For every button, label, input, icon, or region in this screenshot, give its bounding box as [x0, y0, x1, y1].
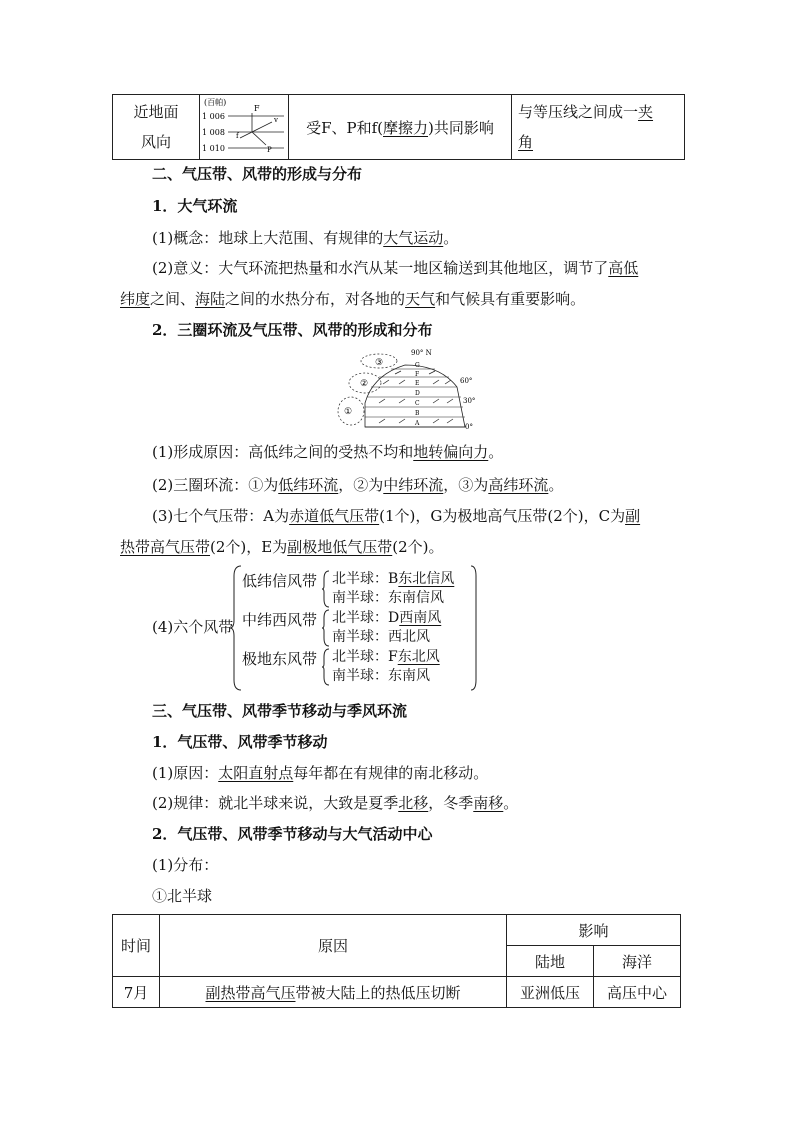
- north-hemisphere-text: [332, 568, 454, 588]
- underlined-term: 副热带高气压: [205, 983, 296, 1002]
- header-impact: 影响: [507, 915, 681, 946]
- underlined-term: 纬度: [120, 290, 151, 308]
- subsection-heading: 1．大气环流: [152, 197, 238, 215]
- header-reason: 原因: [160, 915, 507, 977]
- paragraph-meaning-cont: [120, 288, 585, 309]
- table-cell-forces: [289, 95, 512, 160]
- paragraph-concept: [152, 227, 458, 248]
- table-row: [113, 977, 681, 1008]
- text: 。: [503, 794, 519, 812]
- south-hemisphere-text: 南半球：东南信风: [332, 590, 444, 606]
- subsection-heading: 1．气压带、风带季节移动: [152, 733, 328, 751]
- cell-land: 亚洲低压: [507, 977, 594, 1008]
- wind-belt-name: 低纬信风带: [242, 572, 318, 590]
- group-brace: [322, 570, 330, 608]
- pressure-arrow: [252, 132, 266, 145]
- belt-letter: C: [415, 400, 420, 407]
- text: (1)原因：: [152, 764, 219, 782]
- south-hemisphere-text: 南半球：西北风: [332, 629, 430, 645]
- section-heading: 三、气压带、风带季节移动与季风环流: [152, 702, 408, 720]
- underlined-term: 东北风: [397, 649, 440, 665]
- text: 北半球：B: [332, 571, 399, 587]
- header-land: 陆地: [507, 946, 594, 977]
- cell-number: ③: [375, 358, 384, 368]
- text: 之间、: [150, 290, 196, 308]
- paragraph-northern-hemisphere: ①北半球: [152, 887, 213, 905]
- text: 。: [488, 443, 504, 461]
- text: (1)概念：地球上大范围、有规律的: [152, 229, 384, 247]
- paragraph-belts-cont: [120, 536, 443, 557]
- wind-belts-block: [152, 564, 492, 692]
- text: 和气候具有重要影响。: [435, 290, 586, 308]
- underlined-term: 副: [625, 507, 641, 525]
- cell-number: ①: [344, 407, 353, 417]
- velocity-arrow: [252, 122, 272, 132]
- text: ，冬季: [428, 794, 474, 812]
- three-cell-circulation-figure: [335, 345, 475, 430]
- label-v: v: [274, 116, 278, 124]
- wind-group: [242, 570, 472, 608]
- underlined-term: 热带高气压带: [120, 538, 211, 556]
- cell-number: ②: [360, 379, 369, 389]
- header-ocean: 海洋: [594, 946, 681, 977]
- underlined-term: 摩擦力: [383, 118, 429, 137]
- underlined-term: 天气: [405, 290, 436, 308]
- belt-letter: G: [415, 362, 420, 369]
- cell-ocean: 高压中心: [594, 977, 681, 1008]
- text: 每年都在有规律的南北移动。: [293, 764, 489, 782]
- text: 。: [548, 476, 564, 494]
- text: (2个)。: [392, 538, 444, 556]
- text: (1)形成原因：高低纬之间的受热不均和: [152, 443, 414, 461]
- paragraph-cells: [152, 474, 563, 495]
- wind-group: [242, 648, 472, 686]
- text: (2)规律：就北半球来说，大致是夏季: [152, 794, 399, 812]
- text: ，②为: [338, 476, 384, 494]
- header-time: 时间: [113, 915, 160, 977]
- cell-time: 7月: [113, 977, 160, 1008]
- unit-label: (百帕): [204, 98, 227, 107]
- table-cell-diagram: [200, 95, 289, 160]
- isobar-label: 1 006: [202, 112, 225, 121]
- lat-label: 90° N: [411, 349, 432, 357]
- underlined-term: 南移: [473, 794, 504, 812]
- text: (2个)，E为: [210, 538, 288, 556]
- section-heading: 二、气压带、风带的形成与分布: [152, 165, 363, 183]
- table-cell-label: [113, 95, 200, 160]
- text: (1个)，G为极地高气压带(2个)，C为: [379, 507, 626, 525]
- text: (3)七个气压带：A为: [152, 507, 290, 525]
- belt-letter: B: [415, 410, 420, 417]
- label-F: F: [254, 104, 260, 113]
- subsection-heading: 2．气压带、风带季节移动与大气活动中心: [152, 825, 433, 843]
- text: 。: [443, 229, 459, 247]
- text: 北半球：F: [332, 649, 398, 665]
- isobar-label: 1 010: [202, 144, 225, 153]
- cell-line: 近地面: [133, 103, 179, 121]
- text: (2)意义：大气环流把热量和水汽从某一地区输送到其他地区，调节了: [152, 259, 609, 277]
- isobar-label: 1 008: [202, 128, 225, 137]
- text: )共同影响: [428, 118, 494, 137]
- paragraph-reason: [152, 762, 488, 783]
- underlined-term: 北移: [398, 794, 429, 812]
- north-hemisphere-text: [332, 607, 441, 627]
- paragraph-distribution: (1)分布：: [152, 856, 219, 874]
- underlined-term: 低纬环流: [278, 476, 339, 494]
- cell-line: 风向: [140, 133, 171, 151]
- group-brace: [322, 648, 330, 686]
- underlined-term: 高纬环流: [488, 476, 549, 494]
- table-cell-angle: [512, 95, 685, 160]
- underlined-term: 中纬环流: [383, 476, 444, 494]
- wind-belts-label: (4)六个风带: [152, 618, 234, 636]
- lat-label: 30°: [463, 397, 475, 405]
- belt-letter: F: [415, 371, 420, 378]
- lat-label: 60°: [460, 377, 473, 385]
- cell-reason: [160, 977, 507, 1008]
- text: 之间的水热分布，对各地的: [225, 290, 406, 308]
- bottom-table: [112, 914, 681, 1008]
- text: 北半球：D: [332, 610, 400, 626]
- text: 受F、P和f(: [306, 118, 384, 137]
- belt-letter: A: [415, 420, 420, 427]
- wind-direction-diagram: [200, 95, 288, 159]
- text: ，③为: [443, 476, 489, 494]
- belt-letter: D: [415, 390, 420, 397]
- top-table: [112, 94, 685, 160]
- underlined-term: 大气运动: [383, 229, 444, 247]
- underlined-term: 西南风: [399, 610, 442, 626]
- underlined-term: 赤道低气压带: [289, 507, 380, 525]
- subsection-heading: 2．三圈环流及气压带、风带的形成和分布: [152, 321, 433, 339]
- text: 带被大陆上的热低压切断: [295, 983, 461, 1002]
- wind-belt-name: 极地东风带: [242, 650, 318, 668]
- text: (2)三圈环流：①为: [152, 476, 279, 494]
- south-hemisphere-text: 南半球：东南风: [332, 668, 430, 684]
- text: 与等压线之间成一: [518, 103, 639, 121]
- belt-letter: E: [415, 380, 420, 387]
- underlined-term: 副极地低气压带: [287, 538, 393, 556]
- underlined-term: 夹: [638, 103, 654, 121]
- paragraph-rule: [152, 792, 518, 813]
- underlined-term: 海陆: [195, 290, 226, 308]
- friction-arrow: [240, 132, 252, 138]
- paragraph-meaning: [152, 257, 638, 278]
- underlined-term: 高低: [608, 259, 639, 277]
- label-f: f: [236, 132, 239, 140]
- label-P: P: [267, 146, 272, 154]
- group-brace: [322, 609, 330, 647]
- underlined-term: 角: [518, 133, 534, 151]
- wind-belt-name: 中纬西风带: [242, 611, 318, 629]
- underlined-term: 地转偏向力: [413, 443, 489, 461]
- paragraph-cause: [152, 441, 503, 462]
- paragraph-belts: [152, 505, 640, 526]
- lat-label: 0°: [465, 423, 473, 430]
- underlined-term: 太阳直射点: [218, 764, 294, 782]
- wind-group: [242, 609, 472, 647]
- underlined-term: 东北信风: [398, 571, 455, 587]
- north-hemisphere-text: [332, 646, 440, 666]
- outer-brace: [230, 564, 242, 692]
